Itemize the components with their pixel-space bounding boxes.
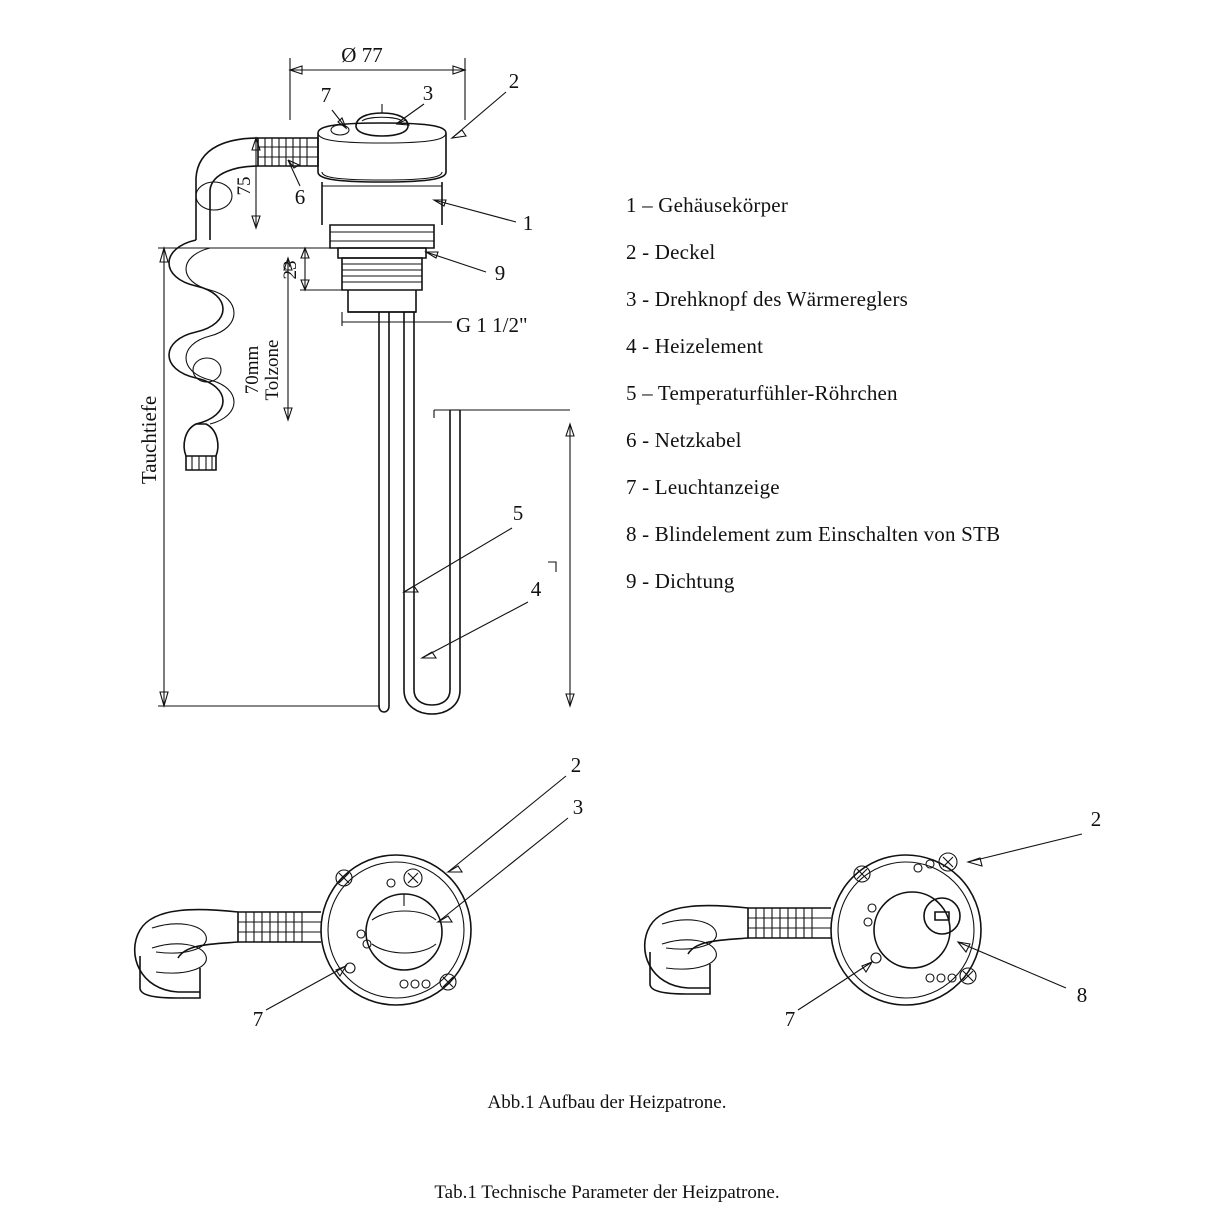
callout-7-bottom-left: 7 [252, 1007, 264, 1031]
dimension-23: 23 [280, 260, 301, 280]
callout-8-bottom-right: 8 [1076, 983, 1088, 1007]
dimension-thread: G 1 1/2" [456, 313, 528, 337]
housing-body [322, 182, 442, 312]
legend-item-7: 7 - Leuchtanzeige [626, 475, 780, 499]
callout-7-top: 7 [320, 83, 332, 107]
callout-5-top: 5 [512, 501, 524, 525]
table-caption: Tab.1 Technische Parameter der Heizpatrone. [434, 1182, 780, 1203]
diameter-dimension [290, 43, 465, 120]
thread-label-group [342, 312, 528, 337]
legend-item-3: 3 - Drehknopf des Wärmereglers [626, 287, 909, 311]
heating-element-group [379, 312, 460, 714]
legend-item-6: 6 - Netzkabel [626, 428, 742, 452]
legend-item-2: 2 - Deckel [626, 240, 716, 264]
dimension-75: 75 [234, 176, 255, 196]
callout-9-top: 9 [494, 261, 506, 285]
legend-item-1: 1 – Gehäusekörper [626, 193, 789, 217]
dimension-23-group [280, 248, 342, 290]
legend [626, 182, 1106, 605]
callout-7-bottom-right: 7 [784, 1007, 796, 1031]
dimension-zone-line2: Tolzone [262, 339, 283, 401]
legend-item-5: 5 – Temperaturfühler-Röhrchen [626, 381, 898, 405]
dimension-zone-line1: 70mm [242, 345, 263, 395]
callout-1-top: 1 [522, 211, 534, 235]
legend-item-9: 9 - Dichtung [626, 569, 735, 593]
callout-6-top: 6 [294, 185, 306, 209]
immersion-depth-dimension [137, 248, 380, 706]
bottom-left-view [135, 753, 584, 1031]
dimension-diameter: Ø 77 [341, 43, 383, 67]
legend-item-8: 8 - Blindelement zum Einschalten von STB [626, 522, 1001, 546]
tolerance-zone-dimension [242, 258, 292, 420]
figure-caption: Abb.1 Aufbau der Heizpatrone. [487, 1092, 727, 1113]
housing-cap [318, 104, 446, 182]
callout-3-top: 3 [422, 81, 434, 105]
callout-2-bottom-right: 2 [1090, 807, 1102, 831]
callout-3-bottom-left: 3 [572, 795, 584, 819]
callout-2-top: 2 [508, 69, 520, 93]
legend-item-4: 4 - Heizelement [626, 334, 764, 358]
element-length-dimension [434, 410, 574, 706]
bottom-right-view [645, 807, 1102, 1031]
callout-2-bottom-left: 2 [570, 753, 582, 777]
dimension-75-group [234, 138, 260, 228]
dimension-immersion-depth: Tauchtiefe [137, 395, 161, 485]
callout-4-top: 4 [530, 577, 542, 601]
callout-leaders-top [288, 69, 542, 658]
